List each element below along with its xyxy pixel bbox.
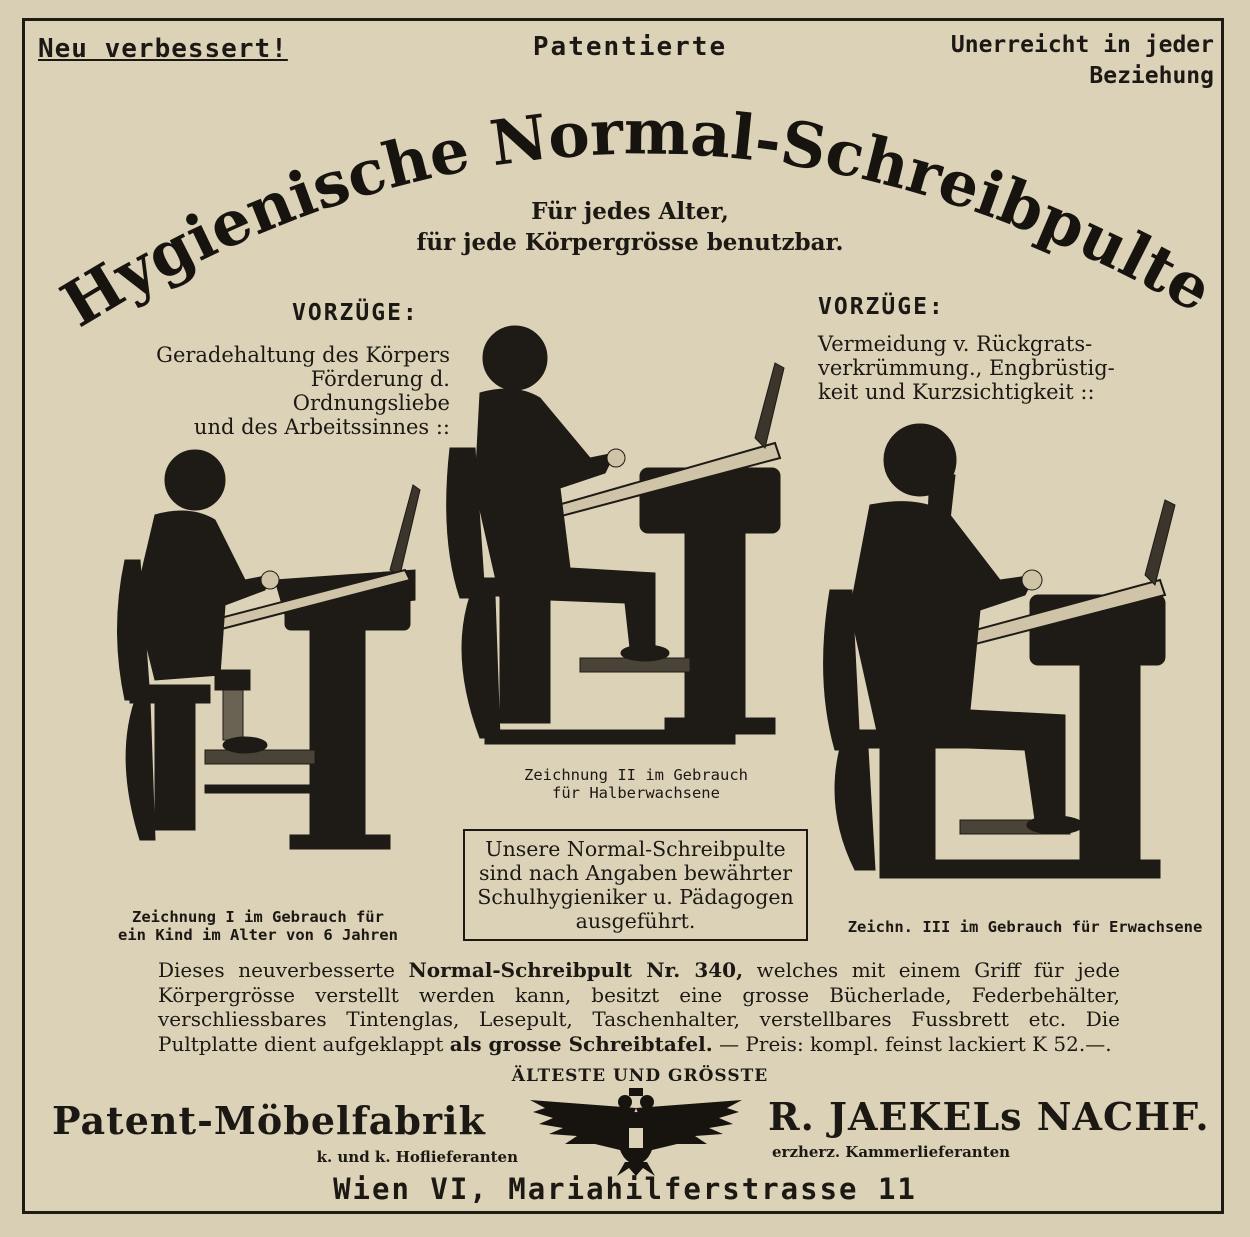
patentierte-label: Patentierte xyxy=(532,32,728,62)
subtitle-line-1: Für jedes Alter, xyxy=(531,198,729,225)
hoflieferanten-label: k. und k. Hoflieferanten xyxy=(316,1148,518,1166)
caption-drawing-1-line-1: Zeichnung I im Gebrauch für xyxy=(132,908,384,926)
firm-name: R. JAEKELs NACHF. xyxy=(768,1094,1210,1139)
description-part-2: welches mit einem Griff für jede Körpergrösse verstellt werden kann, besitzt eine grosse Bücherlade, Federbehälter, verschliessbares Tintenglas, Lesepult, Taschenhalter, verstellbares Fussbrett etc. Die Pultplatte dient aufgeklappt xyxy=(158,958,1120,1056)
description-bold-2: als grosse Schreibtafel. xyxy=(449,1031,713,1056)
caption-drawing-1 xyxy=(108,908,408,944)
unerreicht-line-1: Unerreicht in jeder xyxy=(950,32,1214,58)
description-part-1: Dieses neuverbesserte xyxy=(158,958,409,982)
description-product: Normal-Schreibpult Nr. 340, xyxy=(408,958,744,982)
vorzuege-left-heading: VORZÜGE: xyxy=(292,300,419,326)
boxed-note-line-4: ausgeführt. xyxy=(575,909,696,933)
vorzuege-right-heading: VORZÜGE: xyxy=(818,294,945,320)
vorzuege-right-line-1: Vermeidung v. Rückgrats- xyxy=(818,332,1093,356)
caption-drawing-3: Zeichn. III im Gebrauch für Erwachsene xyxy=(847,918,1203,936)
drawing-2-teen-desk xyxy=(440,318,800,758)
boxed-note-line-1: Unsere Normal-Schreibpulte xyxy=(485,837,786,861)
description-part-3: — Preis: kompl. feinst lackiert K 52.—. xyxy=(712,1031,1112,1056)
address: Wien VI, Mariahilferstrasse 11 xyxy=(333,1172,917,1206)
vorzuege-right-line-2: verkrümmung., Engbrüstig- xyxy=(818,356,1115,380)
unerreicht-line-2: Beziehung xyxy=(1089,63,1214,89)
vorzuege-left-line-2: Förderung d. Ordnungsliebe xyxy=(292,367,450,415)
slogan-neu-verbessert: Neu verbessert! xyxy=(38,34,288,64)
main-title-text: Hygienische Normal-Schreibpulte xyxy=(49,95,1225,342)
vorzuege-right-line-3: keit und Kurzsichtigkeit :: xyxy=(818,380,1095,404)
subtitle xyxy=(380,196,880,258)
aelteste-label: ÄLTESTE UND GRÖSSTE xyxy=(511,1066,769,1086)
subtitle-line-2: für jede Körpergrösse benutzbar. xyxy=(416,229,844,256)
boxed-note-line-2: sind nach Angaben bewährter xyxy=(478,861,793,885)
boxed-note xyxy=(463,829,808,941)
caption-drawing-2 xyxy=(486,766,786,802)
kammerlieferanten-label: erzherz. Kammerlieferanten xyxy=(772,1143,1011,1161)
vorzuege-left-line-3: und des Arbeitssinnes :: xyxy=(193,415,450,439)
double-eagle-icon xyxy=(525,1088,747,1176)
caption-drawing-1-line-2: ein Kind im Alter von 6 Jahren xyxy=(118,926,398,944)
vorzuege-right-text xyxy=(818,332,1138,404)
boxed-note-line-3: Schulhygieniker u. Pädagogen xyxy=(477,885,794,909)
caption-drawing-2-line-1: Zeichnung II im Gebrauch xyxy=(524,766,748,784)
vorzuege-left-text xyxy=(150,343,450,439)
fabrik-name: Patent-Möbelfabrik xyxy=(52,1098,486,1143)
product-description xyxy=(158,958,1120,1056)
main-title xyxy=(0,0,1250,360)
caption-drawing-2-line-2: für Halberwachsene xyxy=(552,784,720,802)
vorzuege-left-line-1: Geradehaltung des Körpers xyxy=(156,343,450,367)
drawing-3-adult-desk xyxy=(810,420,1180,890)
drawing-1-child-desk xyxy=(95,430,425,870)
